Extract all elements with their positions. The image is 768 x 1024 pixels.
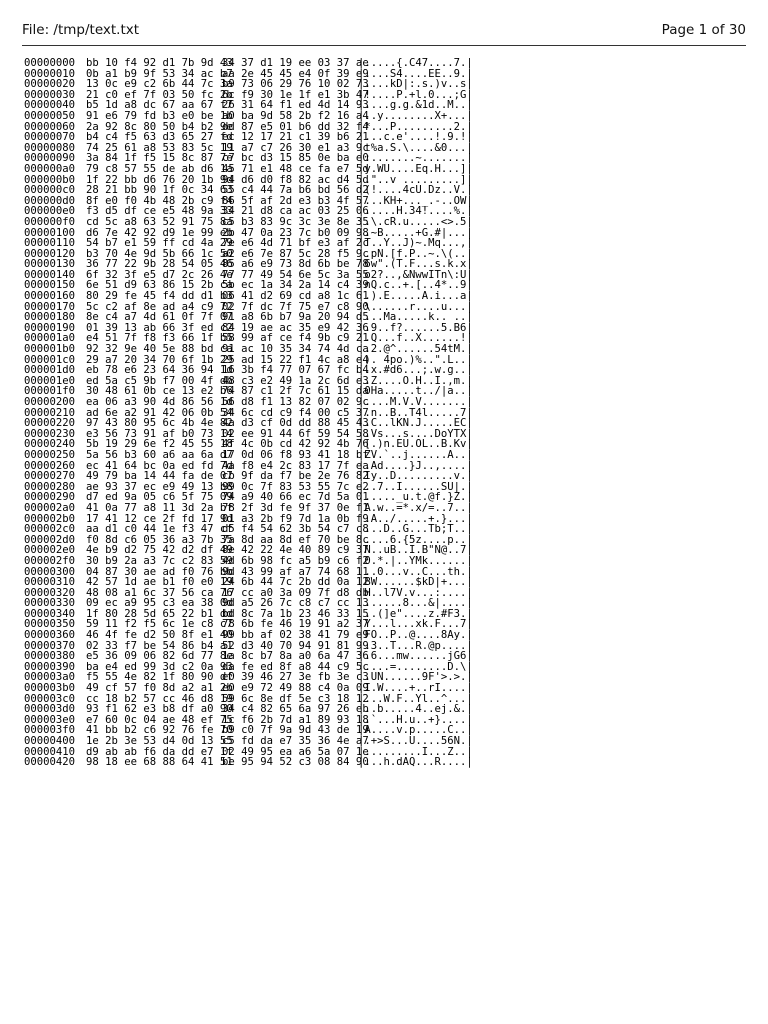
row-hex-first-half: cd 5c a8 63 52 91 75 8a bbox=[86, 215, 233, 228]
row-hex-second-half: 84 19 ae ac 35 e9 42 36 bbox=[222, 321, 369, 334]
row-hex-first-half: ad 6e a2 91 42 06 0b 54 bbox=[86, 406, 233, 419]
row-offset: 00000250 bbox=[24, 448, 76, 461]
row-hex-second-half: 02 49 95 ea a6 5a 07 1e bbox=[222, 745, 369, 758]
row-offset: 00000130 bbox=[24, 258, 76, 271]
row-ascii: |....g.g.&1d..M..| bbox=[358, 99, 473, 112]
row-hex-first-half: 1e 2b 3e 53 d4 0d 13 55 bbox=[86, 735, 233, 747]
row-ascii: |A.w..=*.x/=..7..| bbox=[358, 501, 473, 514]
row-offset: 00000340 bbox=[24, 607, 76, 620]
row-hex-first-half: 09 ec a9 95 c3 ea 38 0d bbox=[86, 597, 233, 610]
row-hex-second-half: c7 bc d3 15 85 0e ba e0 bbox=[222, 152, 369, 165]
row-ascii: |...D..G...Tb;T..| bbox=[358, 523, 473, 536]
row-hex-first-half: d9 ab ab f6 da dd e7 1f bbox=[86, 745, 233, 758]
row-hex-second-half: ec 12 17 21 c1 39 b6 21 bbox=[222, 131, 369, 144]
row-hex-second-half: 34 c4 82 65 6a 97 26 eb bbox=[222, 703, 369, 716]
row-offset: 00000030 bbox=[24, 88, 76, 101]
row-hex-first-half: 1f 80 28 5d 65 22 b1 dd bbox=[86, 607, 233, 620]
row-hex-second-half: e0 e9 72 49 88 c4 0a 09 bbox=[222, 682, 369, 695]
row-offset: 000000d0 bbox=[24, 194, 76, 207]
row-hex-first-half: 4e b9 d2 75 42 d2 df 49 bbox=[86, 544, 233, 557]
row-hex-first-half: 17 41 12 ce 2f fd 17 9d bbox=[86, 512, 233, 525]
row-offset: 00000170 bbox=[24, 300, 76, 313]
row-hex-second-half: 06 41 d2 69 cd a8 1c 61 bbox=[222, 290, 369, 303]
row-offset: 00000070 bbox=[24, 131, 76, 144]
row-offset: 00000370 bbox=[24, 639, 76, 652]
row-ascii: |[.)n.EU.OL..B.Kv| bbox=[358, 438, 473, 451]
row-ascii: |.3..T...R.@p....| bbox=[358, 639, 473, 652]
row-ascii: |.....{.C47....7.| bbox=[358, 57, 473, 69]
row-ascii: |.pN.[f.P..~.\(..| bbox=[358, 247, 473, 260]
hex-row bbox=[24, 397, 564, 408]
row-offset: 00000200 bbox=[24, 396, 76, 408]
row-hex-first-half: 8f e0 f0 4b 48 2b c9 f4 bbox=[86, 194, 233, 207]
row-hex-first-half: b5 1d a8 dc 67 aa 67 f7 bbox=[86, 99, 233, 112]
row-hex-second-half: 7e e6 4d 71 bf e3 af 2c bbox=[222, 237, 369, 250]
row-hex-second-half: cb 9f da f7 be 2e 76 82 bbox=[222, 470, 369, 483]
row-hex-second-half: 4a d3 cf 0d dd 88 45 43 bbox=[222, 417, 369, 430]
row-offset: 00000000 bbox=[24, 57, 76, 69]
row-offset: 000001e0 bbox=[24, 374, 76, 387]
row-hex-first-half: 6f 32 3f e5 d7 2c 26 4e bbox=[86, 268, 233, 281]
row-hex-first-half: 1f 22 bb d6 76 20 1b 9d bbox=[86, 173, 233, 186]
row-ascii: |ZV.`..j......A..| bbox=[358, 448, 473, 461]
row-hex-second-half: a0 ba 9d 58 2b f2 16 a4 bbox=[222, 109, 369, 122]
row-hex-first-half: e5 36 09 06 82 6d 77 8e bbox=[86, 650, 233, 663]
row-ascii: |....S4....EE..9.| bbox=[358, 67, 473, 80]
page-header bbox=[22, 22, 746, 44]
row-hex-second-half: 16 3b f4 77 07 67 fc b4 bbox=[222, 364, 369, 377]
row-offset: 00000380 bbox=[24, 650, 76, 663]
row-hex-second-half: d5 f4 54 62 3b 54 c7 c8 bbox=[222, 523, 369, 536]
header-divider bbox=[22, 45, 746, 46]
row-offset: 00000060 bbox=[24, 120, 76, 133]
row-hex-second-half: 48 c3 e2 49 1a 2c 6d e3 bbox=[222, 374, 369, 387]
hex-row bbox=[24, 556, 564, 567]
row-ascii: |t%a.S.\....&0...| bbox=[358, 141, 473, 154]
row-ascii: |y.WU....Eq.H...]| bbox=[358, 162, 473, 175]
hex-dump bbox=[24, 58, 564, 768]
row-offset: 00000140 bbox=[24, 268, 76, 281]
row-hex-second-half: 86 5f af 2d e3 b3 4f 57 bbox=[222, 194, 369, 207]
file-path-label: File: /tmp/text.txt bbox=[22, 22, 140, 38]
row-hex-second-half: 5b ec 1a 34 2a 14 c4 39 bbox=[222, 279, 369, 292]
row-hex-second-half: 77 77 49 54 6e 5c 3a 55 bbox=[222, 268, 369, 281]
row-hex-second-half: 91 a8 6b b7 9a 20 94 d5 bbox=[222, 311, 369, 324]
row-hex-first-half: b4 c4 f5 63 d3 65 27 fd bbox=[86, 131, 233, 144]
row-hex-first-half: ba e4 ed 99 3d c2 0a 93 bbox=[86, 660, 233, 673]
row-offset: 000003d0 bbox=[24, 703, 76, 716]
row-hex-second-half: b9 c0 7f 9a 9d 43 de 19 bbox=[222, 724, 369, 737]
row-ascii: |.).E.....A.i...a| bbox=[358, 290, 473, 303]
row-ascii: |....._u.t.@f.}Z.| bbox=[358, 491, 473, 504]
row-hex-first-half: 0b a1 b9 9f 53 34 ac b7 bbox=[86, 67, 233, 80]
row-hex-first-half: 8e c4 a7 4d 61 0f 7f 07 bbox=[86, 311, 233, 324]
row-ascii: |....6.{5z....p..| bbox=[358, 533, 473, 546]
hex-row bbox=[24, 450, 564, 461]
row-ascii: |.+>S...U....56N.| bbox=[358, 735, 473, 747]
row-offset: 00000260 bbox=[24, 459, 76, 472]
row-hex-second-half: 7a 8d aa 8d ef 70 be 8c bbox=[222, 533, 369, 546]
row-offset: 00000150 bbox=[24, 279, 76, 292]
row-hex-first-half: 04 87 30 ae ad f0 76 bb bbox=[86, 565, 233, 578]
row-hex-second-half: 26 31 64 f1 ed 4d 14 93 bbox=[222, 99, 369, 112]
row-hex-second-half: da fe ed 8f a8 44 c9 5c bbox=[222, 660, 369, 673]
row-hex-first-half: e4 51 7f f8 f3 66 1f b5 bbox=[86, 332, 233, 345]
row-hex-second-half: 02 7f dc 7f 75 e7 c8 90 bbox=[222, 300, 369, 313]
row-offset: 00000110 bbox=[24, 237, 76, 250]
row-hex-second-half: 74 a9 40 66 ec 7d 5a 01 bbox=[222, 491, 369, 504]
row-ascii: |...c.e'....!.9.!| bbox=[358, 131, 473, 144]
row-hex-first-half: e7 60 0c 04 ae 48 ef 75 bbox=[86, 713, 233, 726]
row-ascii: |6w".(T.F...s.k.x| bbox=[358, 258, 473, 271]
row-offset: 00000080 bbox=[24, 141, 76, 154]
row-hex-first-half: 01 39 13 ab 66 3f ed c2 bbox=[86, 321, 233, 334]
row-ascii: |I.W....+..rI....| bbox=[358, 682, 473, 695]
row-offset: 000002d0 bbox=[24, 533, 76, 546]
row-hex-first-half: 54 b7 e1 59 ff cd 4a 29 bbox=[86, 237, 233, 250]
row-offset: 00000300 bbox=[24, 565, 76, 578]
row-hex-second-half: a2 e6 7e 87 5c 28 f5 9c bbox=[222, 247, 369, 260]
row-offset: 000000f0 bbox=[24, 215, 76, 228]
row-ascii: |..7..I......SU|.| bbox=[358, 480, 473, 493]
row-hex-first-half: aa d1 c0 44 1e f3 47 cf bbox=[86, 523, 233, 536]
row-ascii: |......8...&|....| bbox=[358, 597, 473, 610]
row-hex-second-half: 85 a6 e9 73 8d 6b be 78 bbox=[222, 258, 369, 271]
row-hex-first-half: eb 78 e6 23 64 36 94 1d bbox=[86, 364, 233, 377]
row-hex-second-half: 17 cc a0 3a 09 7f d8 db bbox=[222, 586, 369, 599]
row-hex-second-half: 02 ee 91 44 6f 59 54 58 bbox=[222, 427, 369, 440]
row-ascii: |....kD|:.s.)v..s| bbox=[358, 78, 473, 91]
hex-row bbox=[24, 217, 564, 228]
row-ascii: |...KH+..._.-..OW| bbox=[358, 194, 473, 207]
row-hex-first-half: ea 06 a3 90 4d 86 56 1d bbox=[86, 396, 233, 408]
row-offset: 00000160 bbox=[24, 290, 76, 303]
row-ascii: |.x.#d6...;.w.g..| bbox=[358, 364, 473, 377]
hex-row bbox=[24, 757, 564, 768]
row-hex-second-half: 9d a5 26 7c c8 c7 cc 13 bbox=[222, 597, 369, 610]
row-hex-first-half: 5b 19 29 6e f2 45 55 18 bbox=[86, 438, 233, 451]
row-ascii: |.n..B..T4l.....7| bbox=[358, 406, 473, 419]
row-hex-first-half: 28 21 bb 90 1f 0c 34 63 bbox=[86, 184, 233, 197]
row-offset: 000000c0 bbox=[24, 184, 76, 197]
row-ascii: |*...P.........2.| bbox=[358, 120, 473, 133]
row-ascii: |.\.cR.u.....<>.5| bbox=[358, 215, 473, 228]
row-ascii: |.Q...f..X......!| bbox=[358, 332, 473, 345]
row-offset: 00000040 bbox=[24, 99, 76, 112]
row-hex-second-half: 34 37 d1 19 ee 03 37 ae bbox=[222, 57, 369, 69]
row-offset: 000001b0 bbox=[24, 343, 76, 356]
row-ascii: |\......r....u...| bbox=[358, 300, 473, 313]
row-hex-first-half: 59 11 f2 f5 6c 1e c8 c7 bbox=[86, 618, 233, 631]
row-ascii: |..b.....4..ej.&.| bbox=[358, 703, 473, 716]
row-ascii: |...h.dAQ...R....| bbox=[358, 756, 473, 769]
row-offset: 00000230 bbox=[24, 427, 76, 440]
row-hex-second-half: e0 39 46 27 3e fb 3e c3 bbox=[222, 671, 369, 684]
row-ascii: |.Z....O.H..I.,m.| bbox=[358, 374, 473, 387]
hex-row bbox=[24, 111, 564, 122]
row-ascii: |....M.V.V.......| bbox=[358, 396, 473, 408]
row-ascii: |N..uB..I.B"N@..7| bbox=[358, 544, 473, 557]
row-hex-first-half: 30 48 61 0b ce 13 e2 b6 bbox=[86, 385, 233, 398]
row-ascii: |."..v .........]| bbox=[358, 173, 473, 186]
row-hex-first-half: ae 93 37 ec e9 49 13 b8 bbox=[86, 480, 233, 493]
row-hex-second-half: 55 c4 44 7a b6 bd 56 d2 bbox=[222, 184, 369, 197]
row-ascii: |..y........X+...| bbox=[358, 109, 473, 122]
row-offset: 00000100 bbox=[24, 226, 76, 239]
hex-row bbox=[24, 736, 564, 747]
row-offset: 00000190 bbox=[24, 321, 76, 334]
hex-row bbox=[24, 58, 564, 69]
row-hex-second-half: dd 87 e5 01 b6 dd 32 f4 bbox=[222, 120, 369, 133]
row-hex-first-half: e3 56 73 91 af b0 73 14 bbox=[86, 427, 233, 440]
row-offset: 000002a0 bbox=[24, 501, 76, 514]
row-hex-first-half: 02 33 f7 be 54 86 b4 a1 bbox=[86, 639, 233, 652]
row-offset: 00000270 bbox=[24, 470, 76, 483]
row-hex-second-half: 6c f9 30 1e 1f e1 3b 47 bbox=[222, 88, 369, 101]
row-hex-second-half: bd 8c 7a 1b 23 46 33 15 bbox=[222, 607, 369, 620]
row-ascii: |nQ.c..+.[..4*..9| bbox=[358, 279, 473, 292]
row-hex-first-half: 29 a7 20 34 70 6f 1b 29 bbox=[86, 353, 233, 366]
row-ascii: |0Ha.....t../|a..| bbox=[358, 385, 473, 398]
row-offset: 000002e0 bbox=[24, 544, 76, 557]
row-ascii: |T..Y..J)~.Mq...,| bbox=[358, 237, 473, 250]
row-offset: 00000330 bbox=[24, 597, 76, 610]
row-ascii: |.....H.34!....%.| bbox=[358, 205, 473, 218]
row-hex-first-half: 3a 84 1f f5 15 8c 87 7e bbox=[86, 152, 233, 165]
row-hex-second-half: be 95 94 52 c3 08 84 90 bbox=[222, 756, 369, 769]
row-hex-first-half: 92 32 9e 40 5e 88 bd ca bbox=[86, 343, 233, 356]
row-hex-first-half: f3 d5 df ce e5 48 9a 33 bbox=[86, 205, 233, 218]
row-hex-second-half: 17 0d 06 f8 93 41 18 bf bbox=[222, 448, 369, 461]
row-hex-second-half: 9d 43 99 af a7 74 68 11 bbox=[222, 565, 369, 578]
row-hex-first-half: cc 18 b2 57 cc 46 d8 19 bbox=[86, 692, 233, 705]
row-hex-second-half: 78 2f 3d fe 9f 37 0e f1 bbox=[222, 501, 369, 514]
row-offset: 00000120 bbox=[24, 247, 76, 260]
row-hex-first-half: 13 0c e9 c2 6b 44 7c 3a bbox=[86, 78, 233, 91]
row-hex-second-half: 45 71 e1 48 ce fa e7 5d bbox=[222, 162, 369, 175]
row-hex-second-half: 74 87 c1 2f 7c 61 15 da bbox=[222, 385, 369, 398]
row-hex-second-half: 1a 8c b7 8a a0 6a 47 36 bbox=[222, 650, 369, 663]
row-offset: 00000090 bbox=[24, 152, 76, 165]
row-hex-second-half: 25 ad 15 22 f1 4c a8 e4 bbox=[222, 353, 369, 366]
row-offset: 00000010 bbox=[24, 67, 76, 80]
row-offset: 00000350 bbox=[24, 618, 76, 631]
row-hex-first-half: 21 c0 ef 7f 03 50 fc 2b bbox=[86, 88, 233, 101]
row-hex-second-half: b9 73 06 29 76 10 02 73 bbox=[222, 78, 369, 91]
row-offset: 00000290 bbox=[24, 491, 76, 504]
row-hex-first-half: 49 cf 57 f0 8d a2 a1 2b bbox=[86, 682, 233, 695]
row-hex-second-half: 34 6c cd c9 f4 00 c5 37 bbox=[222, 406, 369, 419]
row-ascii: |...W.F..Yl..^...| bbox=[358, 692, 473, 705]
row-hex-first-half: 2a 92 8c 80 50 b4 b2 9e bbox=[86, 120, 233, 133]
row-ascii: |.Vs...s....DoYTX| bbox=[358, 427, 473, 440]
row-offset: 00000220 bbox=[24, 417, 76, 430]
row-hex-first-half: 41 0a 77 a8 11 3d 2a bf bbox=[86, 501, 233, 514]
row-ascii: |:.......~.......| bbox=[358, 152, 473, 165]
row-hex-first-half: 6e 51 d9 63 86 15 2b ca bbox=[86, 279, 233, 292]
row-hex-first-half: 49 79 ba 14 44 fa de 07 bbox=[86, 470, 233, 483]
row-hex-first-half: 93 f1 62 e3 b8 df a0 90 bbox=[86, 703, 233, 716]
row-hex-first-half: f5 55 4e 82 1f 80 90 df bbox=[86, 671, 233, 684]
row-hex-second-half: 11 a7 c7 26 30 e1 a3 9c bbox=[222, 141, 369, 154]
hex-row bbox=[24, 164, 564, 175]
row-hex-first-half: 74 25 61 a8 53 83 5c 19 bbox=[86, 141, 233, 154]
row-offset: 00000400 bbox=[24, 735, 76, 747]
row-hex-second-half: 2b 47 0a 23 7c b0 09 98 bbox=[222, 226, 369, 239]
row-hex-first-half: f0 8d c6 05 36 a3 7b 35 bbox=[86, 533, 233, 546]
page-number-label: Page 1 of 30 bbox=[661, 22, 746, 38]
row-ascii: |.UN......9F'>.>.| bbox=[358, 671, 473, 684]
row-hex-second-half: 4a f8 e4 2c 83 17 7f ea bbox=[222, 459, 369, 472]
row-offset: 000001d0 bbox=[24, 364, 76, 377]
row-hex-second-half: 4d 6b 98 fc a5 b9 c6 f2 bbox=[222, 554, 369, 567]
row-offset: 000003c0 bbox=[24, 692, 76, 705]
row-hex-second-half: c5 b3 83 9c 3c 3e 8e 35 bbox=[222, 215, 369, 228]
row-offset: 00000360 bbox=[24, 629, 76, 642]
row-ascii: |.~B.....+G.#|...| bbox=[358, 226, 473, 239]
row-hex-second-half: 52 d3 40 70 94 91 81 99 bbox=[222, 639, 369, 652]
row-hex-second-half: 99 0c 7f 83 53 55 7c e2 bbox=[222, 480, 369, 493]
row-offset: 000001a0 bbox=[24, 332, 76, 345]
row-ascii: |.9..f?......5.B6| bbox=[358, 321, 473, 334]
row-offset: 00000020 bbox=[24, 78, 76, 91]
row-hex-second-half: 34 21 d8 ca ac 03 25 06 bbox=[222, 205, 369, 218]
row-hex-second-half: c5 fd da e7 35 36 4e a7 bbox=[222, 735, 369, 747]
row-hex-first-half: 5a 56 b3 60 a6 aa 6a d7 bbox=[86, 448, 233, 461]
row-hex-first-half: 42 57 1d ae b1 f0 e0 19 bbox=[86, 576, 233, 589]
row-ascii: |.2.@^......54tM.| bbox=[358, 343, 473, 356]
row-hex-second-half: 4f 4c 0b cd 42 92 4b 76 bbox=[222, 438, 369, 451]
row-hex-first-half: ec 41 64 bc 0a ed fd 7d bbox=[86, 459, 233, 472]
row-hex-second-half: 1c f6 2b 7d a1 89 93 18 bbox=[222, 713, 369, 726]
row-ascii: |o2?..,&NwwITn\:U| bbox=[358, 268, 473, 281]
row-ascii: |....=........D.\| bbox=[358, 660, 473, 673]
row-hex-first-half: d7 ed 9a 05 c6 5f 75 09 bbox=[86, 491, 233, 504]
row-hex-first-half: 97 43 80 95 6c 4b 4e 82 bbox=[86, 417, 233, 430]
row-ascii: |Y...l...xk.F...7| bbox=[358, 618, 473, 631]
row-ascii: |0.*.|..YMk......| bbox=[358, 554, 473, 567]
row-offset: 00000420 bbox=[24, 756, 76, 769]
row-hex-second-half: 56 d8 f1 13 82 07 02 9c bbox=[222, 396, 369, 408]
row-ascii: |.A../.....+.}...| bbox=[358, 512, 473, 525]
row-offset: 000002f0 bbox=[24, 554, 76, 567]
row-hex-second-half: 58 99 af ce f4 9b c9 21 bbox=[222, 332, 369, 345]
row-hex-first-half: bb 10 f4 92 d1 7b 9d 43 bbox=[86, 57, 233, 69]
row-ascii: |H..l7V.v...:....| bbox=[358, 586, 473, 599]
row-hex-second-half: 24 6b 44 7c 2b dd 0a 12 bbox=[222, 576, 369, 589]
row-ascii: |.`...H.u..+}....| bbox=[358, 713, 473, 726]
row-ascii: |(!....4cU.Dz..V.| bbox=[358, 184, 473, 197]
row-hex-second-half: aa 2e 45 45 e4 0f 39 e9 bbox=[222, 67, 369, 80]
row-ascii: |). 4po.)%..".L..| bbox=[358, 353, 473, 366]
row-offset: 00000180 bbox=[24, 311, 76, 324]
row-hex-first-half: 79 c8 57 55 de ab d6 1a bbox=[86, 162, 233, 175]
row-offset: 000000b0 bbox=[24, 173, 76, 186]
row-hex-first-half: 80 29 fe 45 f4 dd d1 b3 bbox=[86, 290, 233, 303]
row-hex-second-half: 94 d6 d0 f8 82 ac d4 5d bbox=[222, 173, 369, 186]
row-offset: 00000280 bbox=[24, 480, 76, 493]
row-offset: 00000050 bbox=[24, 109, 76, 122]
row-ascii: |.Ad....}J..,....| bbox=[358, 459, 473, 472]
row-hex-first-half: 46 4f fe d2 50 8f e1 40 bbox=[86, 629, 233, 642]
row-ascii: |A....v.p.....C..| bbox=[358, 724, 473, 737]
row-ascii: |...Ma.....k.. ..| bbox=[358, 311, 473, 324]
row-offset: 00000390 bbox=[24, 660, 76, 673]
row-ascii: |..0...v..C...th.| bbox=[358, 565, 473, 578]
row-offset: 00000410 bbox=[24, 745, 76, 758]
row-hex-first-half: 30 b9 2a a3 7c c2 83 59 bbox=[86, 554, 233, 567]
row-hex-first-half: ed 5a c5 9b f7 00 4f db bbox=[86, 374, 233, 387]
row-offset: 000002b0 bbox=[24, 512, 76, 525]
row-offset: 000003e0 bbox=[24, 713, 76, 726]
row-offset: 000000a0 bbox=[24, 162, 76, 175]
row-offset: 000003f0 bbox=[24, 724, 76, 737]
row-offset: 000000e0 bbox=[24, 205, 76, 218]
row-offset: 00000310 bbox=[24, 576, 76, 589]
row-ascii: |!....P.+l.0...;G| bbox=[358, 88, 473, 101]
row-hex-second-half: 8e 42 22 4e 40 89 c9 37 bbox=[222, 544, 369, 557]
row-offset: 000001f0 bbox=[24, 385, 76, 398]
row-hex-first-half: d6 7e 42 92 d9 1e 99 eb bbox=[86, 226, 233, 239]
row-offset: 000002c0 bbox=[24, 523, 76, 536]
row-hex-first-half: 91 e6 79 fd b3 e0 be 1b bbox=[86, 109, 233, 122]
row-hex-second-half: 59 6c 8e df 5e c3 18 12 bbox=[222, 692, 369, 705]
hex-row bbox=[24, 503, 564, 514]
row-hex-first-half: 36 77 22 9b 28 54 05 46 bbox=[86, 258, 233, 271]
row-offset: 000001c0 bbox=[24, 353, 76, 366]
row-hex-first-half: 98 18 ee 68 88 64 41 51 bbox=[86, 756, 233, 769]
row-hex-second-half: 78 6b fe 46 19 91 a2 37 bbox=[222, 618, 369, 631]
row-ascii: |.........I...Z..| bbox=[358, 745, 473, 758]
row-hex-first-half: 5c c2 af 8e ad a4 c9 72 bbox=[86, 300, 233, 313]
row-ascii: |FO..P..@....8Ay.| bbox=[358, 629, 473, 642]
row-hex-second-half: 01 a3 2b f9 7d 1a 0b f9 bbox=[222, 512, 369, 525]
row-offset: 00000320 bbox=[24, 586, 76, 599]
row-hex-first-half: b3 70 4e 9d 5b 66 1c 50 bbox=[86, 247, 233, 260]
row-hex-first-half: 41 bb b2 c6 92 76 fe 70 bbox=[86, 724, 233, 737]
row-ascii: |.6...mw......jG6| bbox=[358, 650, 473, 663]
row-hex-second-half: 99 bb af 02 38 41 79 e9 bbox=[222, 629, 369, 642]
row-ascii: |BW......$kD|+...| bbox=[358, 576, 473, 589]
row-offset: 000003a0 bbox=[24, 671, 76, 684]
row-hex-first-half: 48 08 a1 6c 37 56 ca 76 bbox=[86, 586, 233, 599]
row-offset: 000003b0 bbox=[24, 682, 76, 695]
row-ascii: |Iy..D.........v.| bbox=[358, 470, 473, 483]
row-ascii: |.C..lKN.J.....EC| bbox=[358, 417, 473, 430]
row-offset: 00000240 bbox=[24, 438, 76, 451]
row-offset: 00000210 bbox=[24, 406, 76, 419]
row-hex-second-half: 91 ac 10 35 34 74 4d ca bbox=[222, 343, 369, 356]
row-ascii: |..(]e"....z.#F3.| bbox=[358, 607, 473, 620]
